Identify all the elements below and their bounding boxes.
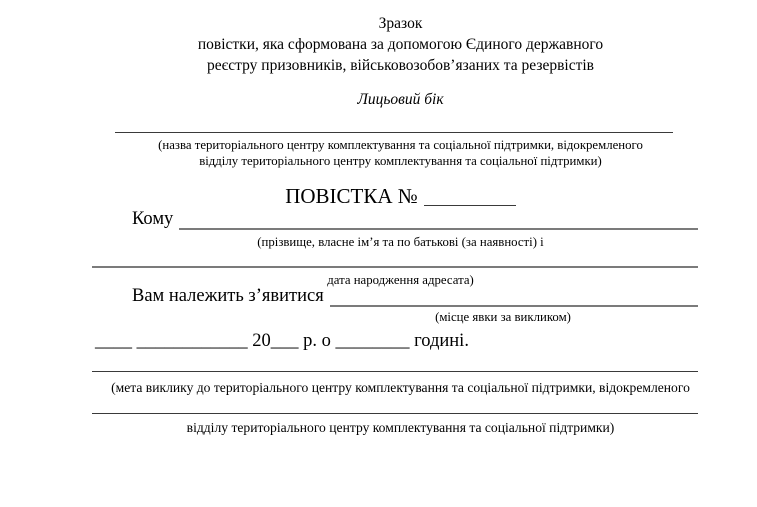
- purpose-blank-line-1: [92, 371, 698, 372]
- document-title-line-2: повістки, яка сформована за допомогою Єдиного державного: [197, 36, 604, 53]
- appearance-label: Вам належить з’явитися: [132, 286, 324, 306]
- front-side-label: Лицьовий бік: [357, 91, 444, 108]
- recipient-name-caption: (прізвище, власне ім’я та по батькові (за наявності) і: [257, 235, 544, 249]
- summons-title-row: [44, 184, 757, 209]
- purpose-caption-line-1: (мета виклику до територіального центру комплектування та соціальної підтримки, відокремленого: [111, 380, 690, 395]
- tcc-caption-line-1: (назва територіального центру комплектування та соціальної підтримки, відокремленого: [158, 138, 643, 152]
- purpose-blank-line-2: [92, 413, 698, 414]
- document-title-line-3: реєстру призовників, військовозобов’язаних та резервістів: [207, 57, 594, 74]
- recipient-dob-caption: дата народження адресата): [327, 273, 474, 287]
- recipient-row: [132, 210, 698, 230]
- document-title-line-1: Зразок: [378, 15, 423, 32]
- appearance-row: [132, 287, 698, 307]
- summons-title: ПОВІСТКА №: [285, 184, 418, 208]
- document-title: [44, 13, 757, 76]
- tcc-name-blank-line: [115, 132, 673, 133]
- tcc-caption-line-2: відділу територіального центру комплектування та соціальної підтримки): [199, 154, 602, 168]
- recipient-dob-blank-line: [92, 266, 698, 268]
- appearance-datetime-line: ____ ____________ 20___ р. о ________ годині.: [95, 331, 469, 351]
- tcc-caption: [44, 137, 757, 169]
- purpose-caption-line-2: відділу територіального центру комплектування та соціальної підтримки): [186, 420, 615, 435]
- appearance-place-caption: (місце явки за викликом): [435, 310, 571, 324]
- appearance-place-blank-line: [330, 305, 698, 307]
- summons-number-blank: [424, 205, 516, 206]
- recipient-name-blank-line: [179, 228, 698, 230]
- recipient-label: Кому: [132, 209, 174, 229]
